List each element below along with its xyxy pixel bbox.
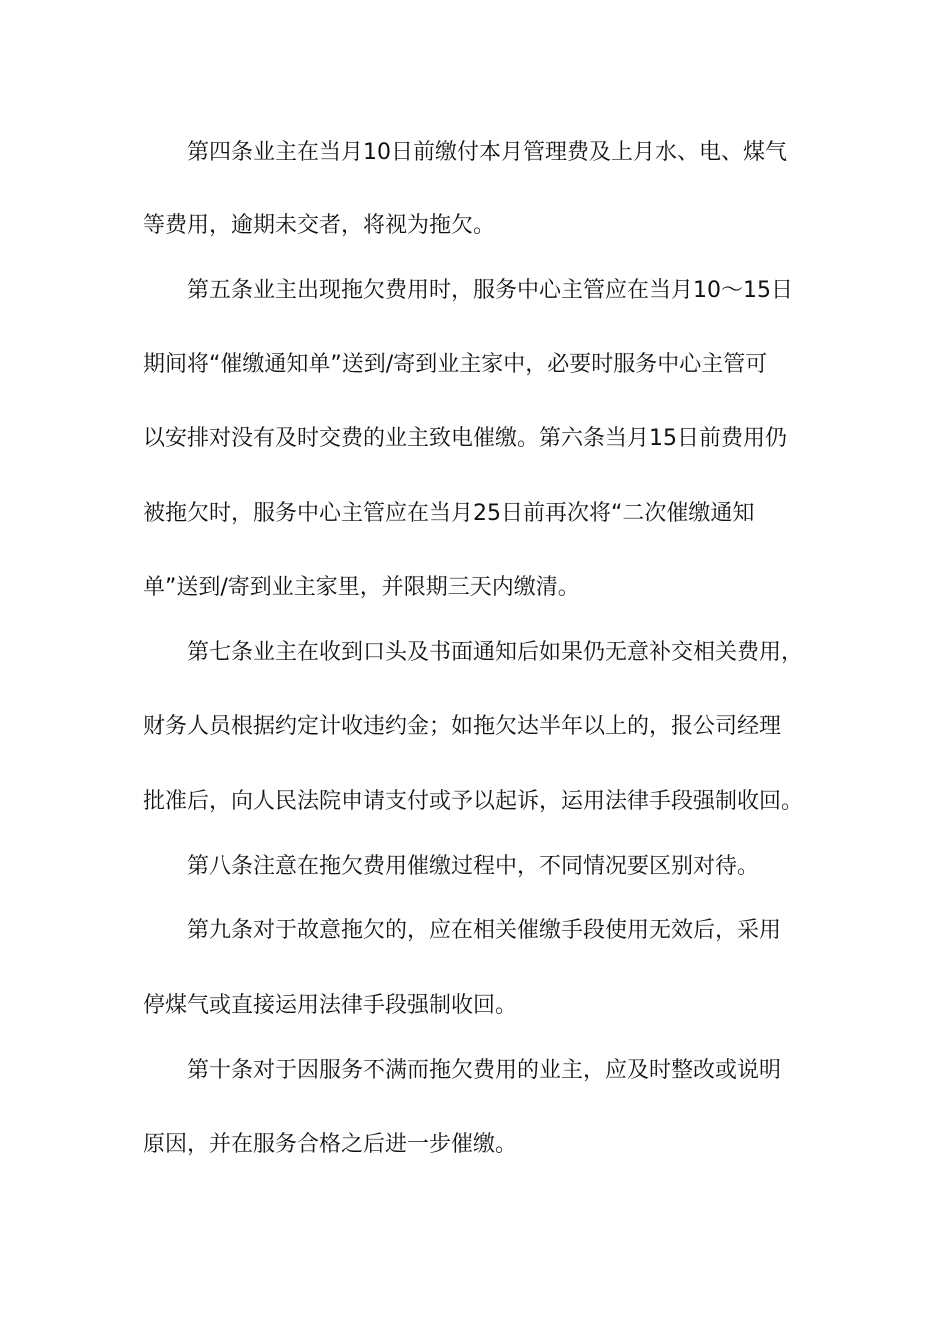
article-7-line-1: 第七条业主在收到口头及书面通知后如果仍无意补交相关费用，: [187, 640, 804, 665]
article-7-line-2: 财务人员根据约定计收违约金；如拖欠达半年以上的，报公司经理: [143, 714, 782, 739]
article-9-line-2: 停煤气或直接运用法律手段强制收回。: [143, 993, 518, 1018]
article-6-line-3: 单”送到/寄到业主家里，并限期三天内缴清。: [143, 575, 580, 600]
article-9-line-1: 第九条对于故意拖欠的，应在相关催缴手段使用无效后，采用: [187, 918, 782, 943]
article-5-line-1: 第五条业主出现拖欠费用时，服务中心主管应在当月10～15日: [187, 278, 793, 303]
article-4-line-2: 等费用，逾期未交者，将视为拖欠。: [143, 213, 496, 238]
article-4-line-1: 第四条业主在当月10日前缴付本月管理费及上月水、电、煤气: [187, 140, 787, 165]
article-8-line-1: 第八条注意在拖欠费用催缴过程中，不同情况要区别对待。: [187, 854, 760, 879]
article-10-line-1: 第十条对于因服务不满而拖欠费用的业主，应及时整改或说明: [187, 1058, 782, 1083]
article-10-line-2: 原因，并在服务合格之后进一步催缴。: [143, 1132, 518, 1157]
article-7-line-3: 批准后，向人民法院申请支付或予以起诉，运用法律手段强制收回。: [143, 789, 804, 814]
article-5-line-2: 期间将“催缴通知单”送到/寄到业主家中，必要时服务中心主管可: [143, 352, 768, 377]
article-6-line-2: 被拖欠时，服务中心主管应在当月25日前再次将“二次催缴通知: [143, 501, 755, 526]
article-5-line-3: 以安排对没有及时交费的业主致电催缴。第六条当月15日前费用仍: [143, 426, 787, 451]
